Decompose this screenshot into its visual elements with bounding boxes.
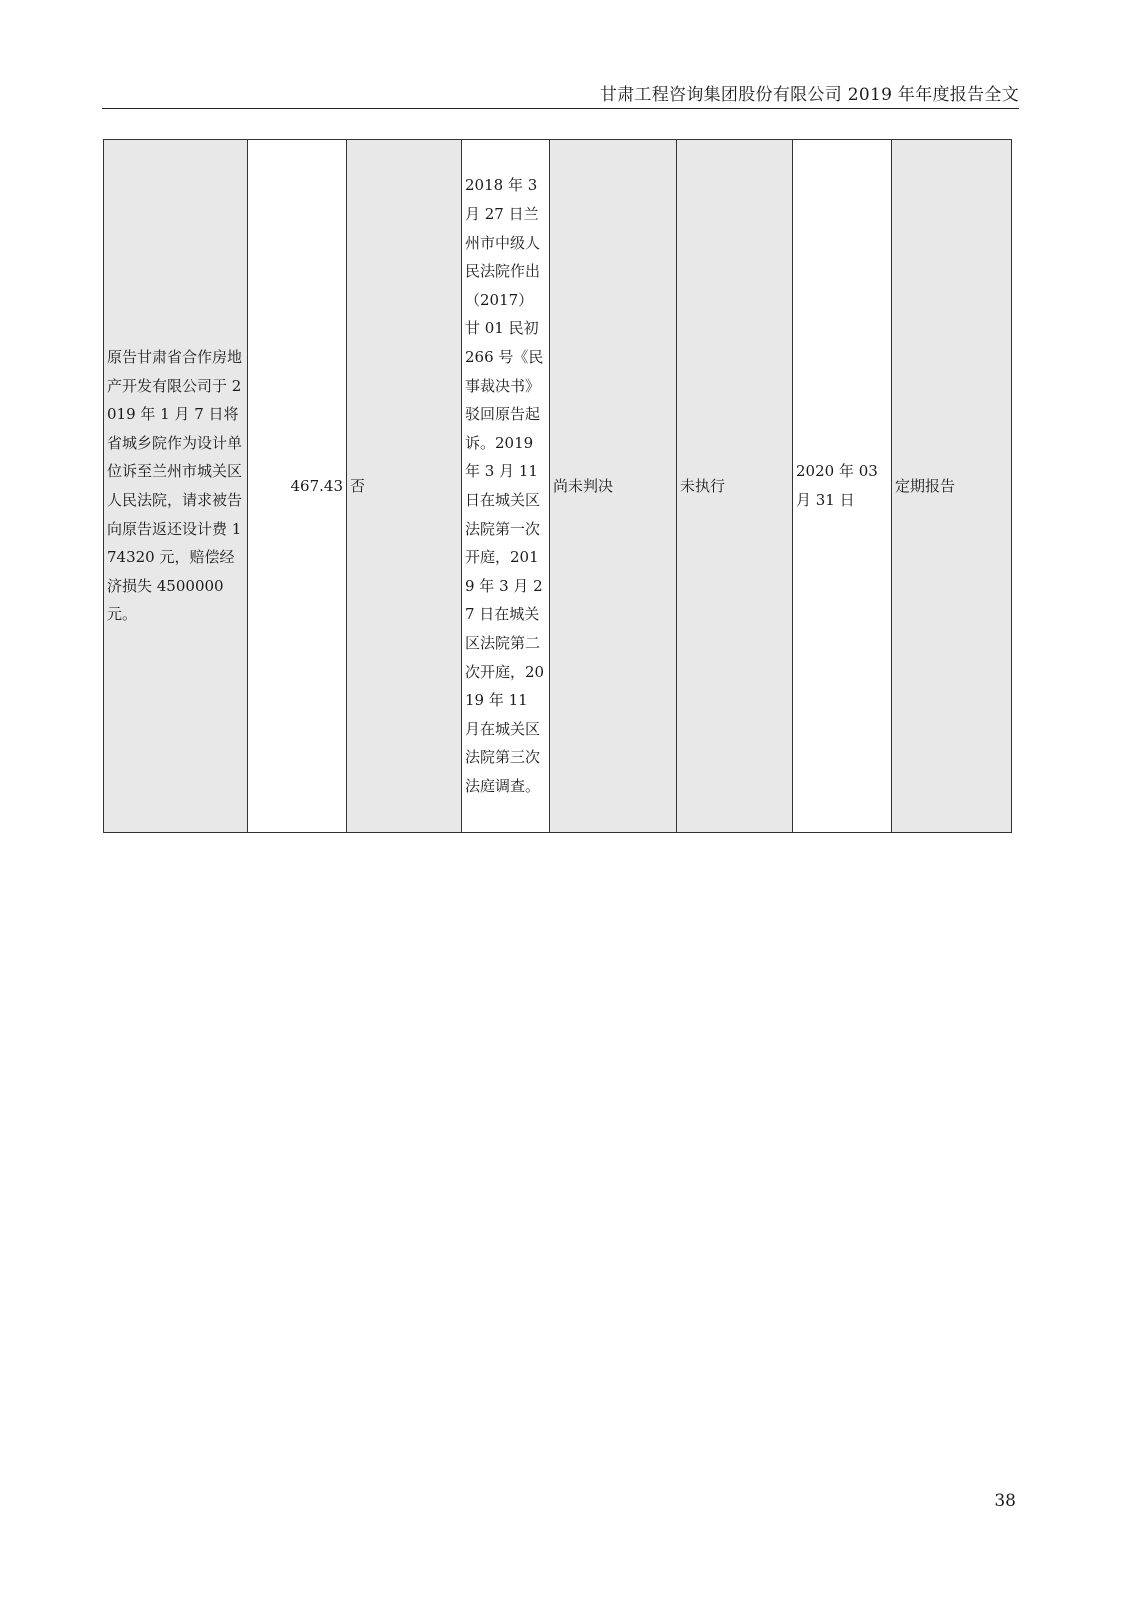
disclosure-date-cell: 2020 年 03 月 31 日 xyxy=(793,140,892,833)
header-title: 甘肃工程咨询集团股份有限公司 2019 年年度报告全文 xyxy=(599,85,1019,105)
table-row xyxy=(104,140,1012,833)
header-divider xyxy=(102,108,1019,109)
page-number: 38 xyxy=(994,1491,1016,1511)
disclosure-index-cell: 定期报告 xyxy=(892,140,1012,833)
amount-cell: 467.43 xyxy=(248,140,347,833)
execution-cell: 未执行 xyxy=(677,140,793,833)
litigation-table xyxy=(103,139,1012,833)
progress-cell: 2018 年 3 月 27 日兰州市中级人民法院作出（2017）甘 01 民初 266 号《民事裁决书》驳回原告起诉。2019 年 3 月 11 日在城关区法院第一次开庭，2019 年 3 月 27 日在城关区法院第二次开庭，2019 年 11 月在城关区法院第三次法庭调查。 xyxy=(462,140,550,833)
judgment-cell: 尚未判决 xyxy=(550,140,677,833)
case-summary-cell: 原告甘肃省合作房地产开发有限公司于 2019 年 1 月 7 日将省城乡院作为设计单位诉至兰州市城关区人民法院，请求被告向原告返还设计费 174320 元，赔偿经济损失 4500000 元。 xyxy=(104,140,248,833)
provision-cell: 否 xyxy=(347,140,462,833)
